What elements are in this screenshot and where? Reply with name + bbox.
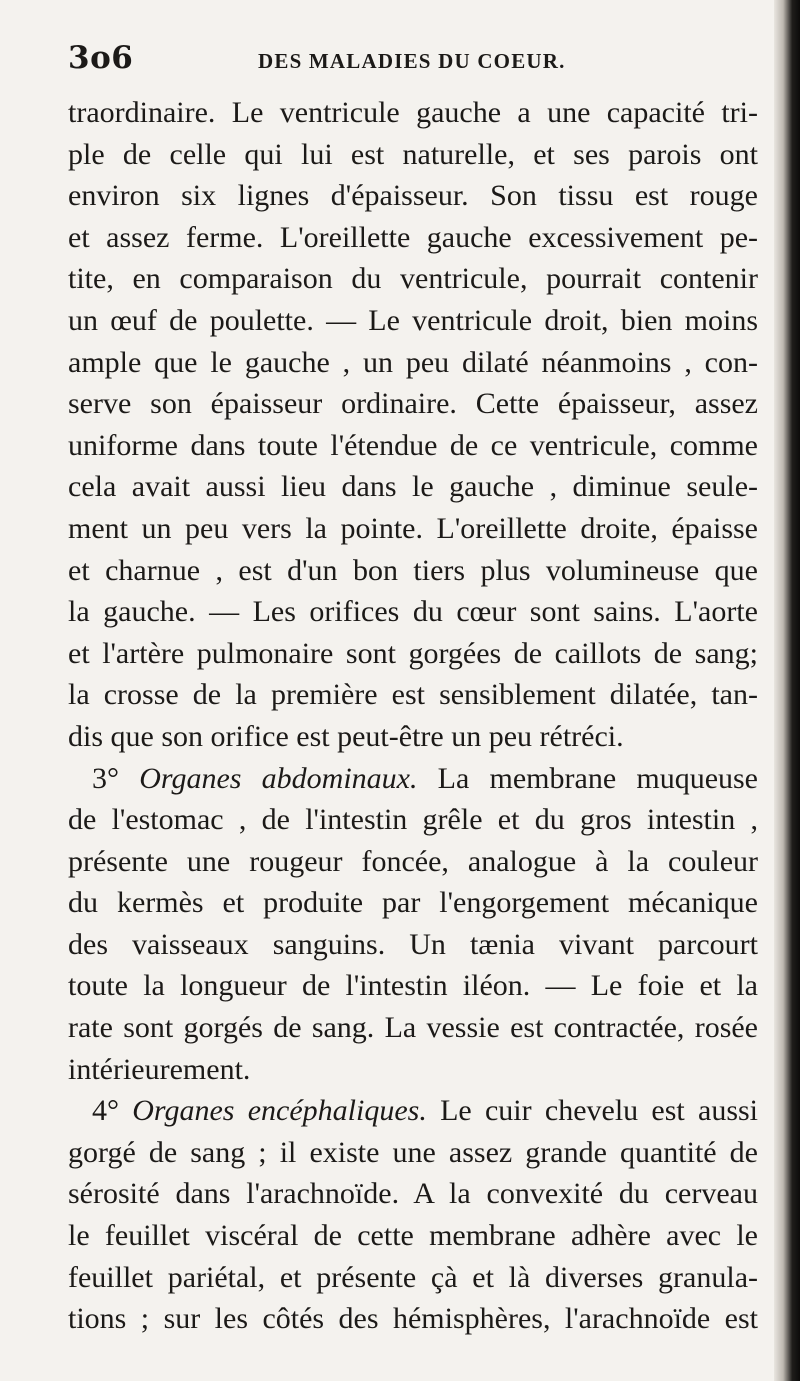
text-run: Le cuir chevelu est aussi	[426, 1094, 759, 1128]
text-line	[68, 674, 758, 716]
text-run: 3°	[92, 761, 140, 795]
text-run: des vaisseaux sanguins. Un tænia vivant parcourt	[68, 927, 758, 961]
text-line	[68, 1049, 758, 1091]
text-run: et assez ferme. L'oreillette gauche excessivement pe-	[68, 220, 758, 254]
text-run: ple de celle qui lui est naturelle, et ses parois ont	[68, 137, 758, 171]
text-line	[68, 425, 758, 467]
text-line	[68, 924, 758, 966]
text-run: ample que le gauche , un peu dilaté néanmoins , con-	[68, 345, 758, 379]
text-run: et charnue , est d'un bon tiers plus volumineuse que	[68, 553, 758, 587]
text-line	[68, 383, 758, 425]
text-run: la crosse de la première est sensiblement dilatée, tan-	[68, 678, 758, 712]
text-run: feuillet pariétal, et présente çà et là diverses granula-	[68, 1260, 758, 1294]
text-run: un œuf de poulette. — Le ventricule droit, bien moins	[68, 303, 758, 337]
text-line	[68, 1173, 758, 1215]
text-line	[68, 758, 758, 800]
text-run: serve son épaisseur ordinaire. Cette épaisseur, assez	[68, 387, 758, 421]
text-run: le feuillet viscéral de cette membrane adhère avec le	[68, 1219, 758, 1253]
text-run: traordinaire. Le ventricule gauche a une capacité tri-	[68, 96, 758, 129]
text-line	[68, 591, 758, 633]
text-run: intérieurement.	[68, 1052, 251, 1086]
text-line	[68, 92, 758, 134]
text-run: présente une rougeur foncée, analogue à la couleur	[68, 844, 758, 878]
text-line	[68, 258, 758, 300]
text-line	[68, 550, 758, 592]
text-line	[68, 1257, 758, 1299]
text-line	[68, 965, 758, 1007]
text-run: ment un peu vers la pointe. L'oreillette droite, épaisse	[68, 511, 758, 545]
section-heading: Organes encéphaliques.	[132, 1094, 427, 1128]
text-line	[68, 300, 758, 342]
text-run: cela avait aussi lieu dans le gauche , diminue seule-	[68, 470, 758, 504]
page-edge-shadow	[774, 0, 800, 1381]
text-run: uniforme dans toute l'étendue de ce ventricule, comme	[68, 428, 758, 462]
text-line	[68, 175, 758, 217]
text-line	[68, 1090, 758, 1132]
text-line	[68, 466, 758, 508]
section-heading: Organes abdominaux.	[139, 761, 418, 795]
text-run: du kermès et produite par l'engorgement mécanique	[68, 886, 758, 920]
text-line	[68, 508, 758, 550]
text-run: La membrane muqueuse	[417, 761, 758, 795]
page-header	[68, 40, 758, 80]
text-run: 4°	[92, 1094, 133, 1128]
text-run: toute la longueur de l'intestin iléon. — Le foie et la	[68, 969, 758, 1003]
text-line	[68, 841, 758, 883]
text-run: tions ; sur les côtés des hémisphères, l'arachnoïde est	[68, 1302, 758, 1336]
text-line	[68, 1298, 758, 1340]
text-line	[68, 716, 758, 758]
text-run: tite, en comparaison du ventricule, pourrait contenir	[68, 262, 758, 296]
text-line	[68, 134, 758, 176]
text-line	[68, 1132, 758, 1174]
text-run: rate sont gorgés de sang. La vessie est contractée, rosée	[68, 1011, 758, 1045]
text-line	[68, 1007, 758, 1049]
text-run: environ six lignes d'épaisseur. Son tissu est rouge	[68, 179, 758, 213]
text-line	[68, 799, 758, 841]
text-run: dis que son orifice est peut-être un peu rétréci.	[68, 719, 624, 753]
text-line	[68, 633, 758, 675]
text-run: la gauche. — Les orifices du cœur sont sains. L'aorte	[68, 595, 758, 629]
text-line	[68, 217, 758, 259]
text-run: de l'estomac , de l'intestin grêle et du gros intestin ,	[68, 803, 758, 837]
text-run: sérosité dans l'arachnoïde. A la convexité du cerveau	[68, 1177, 758, 1211]
body-text	[68, 92, 758, 1340]
page-number: 3o6	[68, 40, 134, 76]
text-run: et l'artère pulmonaire sont gorgées de caillots de sang;	[68, 636, 758, 670]
running-head: DES MALADIES DU COEUR.	[258, 49, 566, 73]
text-line	[68, 1215, 758, 1257]
text-line	[68, 342, 758, 384]
text-run: gorgé de sang ; il existe une assez grande quantité de	[68, 1135, 758, 1169]
text-line	[68, 882, 758, 924]
